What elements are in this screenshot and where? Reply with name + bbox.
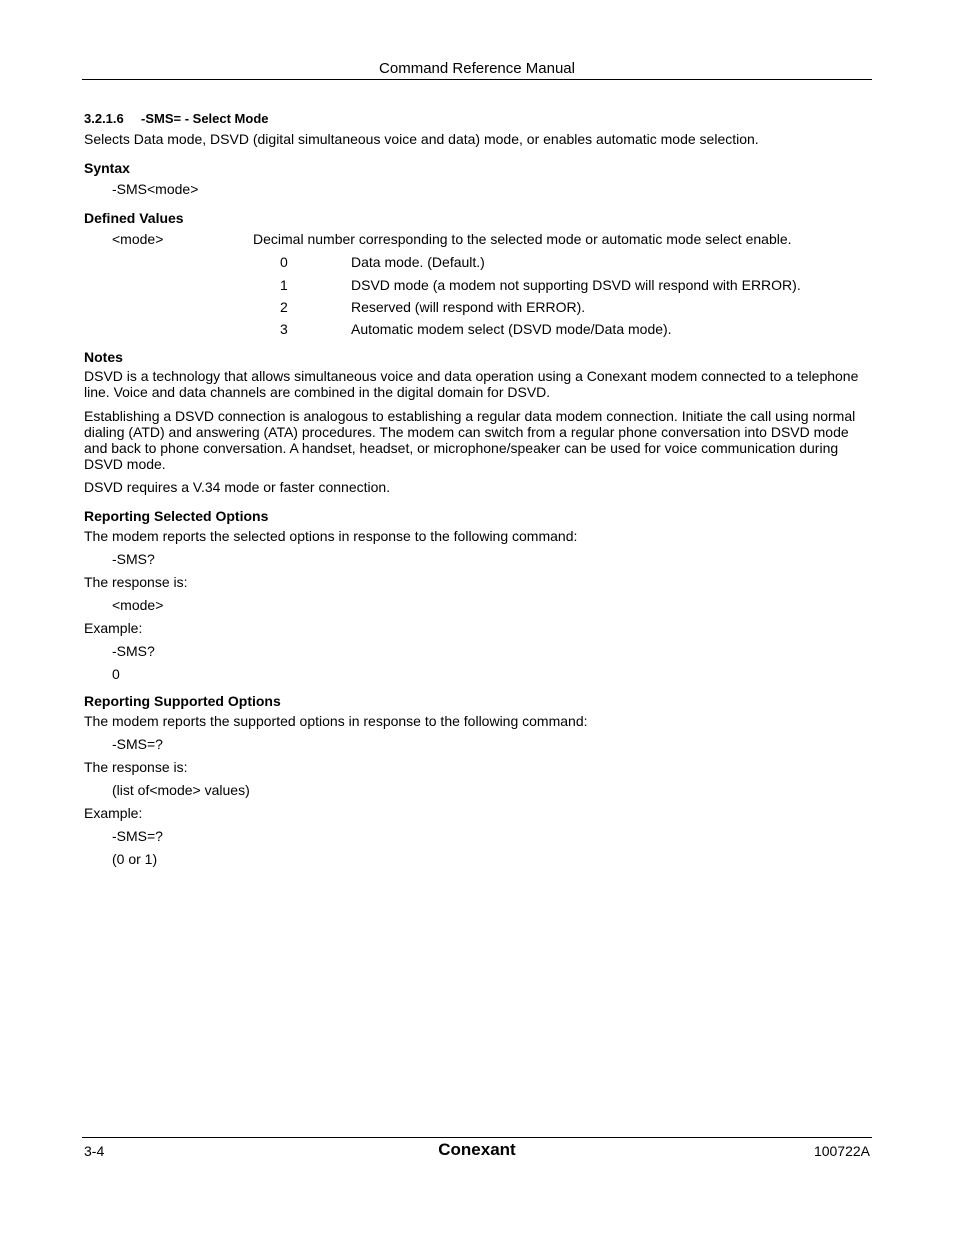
reporting-selected-response-label: The response is: [84, 574, 188, 590]
reporting-selected-example-command: -SMS? [112, 643, 155, 659]
section-intro: Selects Data mode, DSVD (digital simultaneous voice and data) mode, or enables automatic mode selection. [84, 131, 759, 147]
footer-page-number: 3-4 [84, 1143, 105, 1159]
value-3-meaning: Automatic modem select (DSVD mode/Data mode). [351, 321, 672, 337]
reporting-supported-example-command: -SMS=? [112, 828, 163, 844]
reporting-selected-example-response: 0 [112, 666, 120, 682]
section-title: -SMS= - Select Mode [141, 111, 269, 126]
param-description: Decimal number corresponding to the selected mode or automatic mode select enable. [253, 231, 792, 247]
value-1-number: 1 [280, 277, 288, 293]
value-3-number: 3 [280, 321, 288, 337]
footer-doc-id: 100722A [813, 1143, 870, 1159]
reporting-supported-command: -SMS=? [112, 736, 163, 752]
param-name: <mode> [112, 231, 164, 247]
notes-paragraph-3: DSVD requires a V.34 mode or faster connection. [84, 479, 391, 495]
reporting-supported-response: (list of<mode> values) [112, 782, 250, 798]
value-0-meaning: Data mode. (Default.) [351, 254, 485, 270]
syntax-heading: Syntax [84, 160, 130, 176]
value-0-number: 0 [280, 254, 288, 270]
reporting-selected-example-label: Example: [84, 620, 143, 636]
notes-paragraph-2: Establishing a DSVD connection is analogous to establishing a regular data modem connection. Initiate the call using normal dialing (ATD) and answering (ATA) procedures. The modem can switch from a regular phone conversation into DSVD mode and back to phone conversation. A handset, headset, or microphone/speaker can be used for voice communication during DSVD mode. [84, 408, 856, 472]
reporting-supported-intro: The modem reports the supported options in response to the following command: [84, 713, 588, 729]
footer-rule [82, 1137, 872, 1138]
header-title: Command Reference Manual [379, 60, 575, 77]
value-1-meaning: DSVD mode (a modem not supporting DSVD will respond with ERROR). [351, 277, 801, 293]
value-2-number: 2 [280, 299, 288, 315]
reporting-selected-intro: The modem reports the selected options in response to the following command: [84, 528, 578, 544]
reporting-supported-example-response: (0 or 1) [112, 851, 158, 867]
footer-brand: Conexant [438, 1140, 516, 1159]
reporting-supported-example-label: Example: [84, 805, 143, 821]
section-number: 3.2.1.6 [84, 111, 124, 126]
header-rule [82, 79, 872, 80]
reporting-selected-command: -SMS? [112, 551, 155, 567]
reporting-supported-response-label: The response is: [84, 759, 188, 775]
reporting-supported-heading: Reporting Supported Options [84, 693, 281, 709]
reporting-selected-response: <mode> [112, 597, 164, 613]
syntax-command: -SMS<mode> [112, 181, 199, 197]
notes-paragraph-1: DSVD is a technology that allows simultaneous voice and data operation using a Conexant modem connected to a telephone line. Voice and data channels are combined in the digital domain for DSVD. [84, 368, 859, 400]
value-2-meaning: Reserved (will respond with ERROR). [351, 299, 586, 315]
reporting-selected-heading: Reporting Selected Options [84, 508, 269, 524]
notes-heading: Notes [84, 349, 123, 365]
defined-values-heading: Defined Values [84, 210, 184, 226]
